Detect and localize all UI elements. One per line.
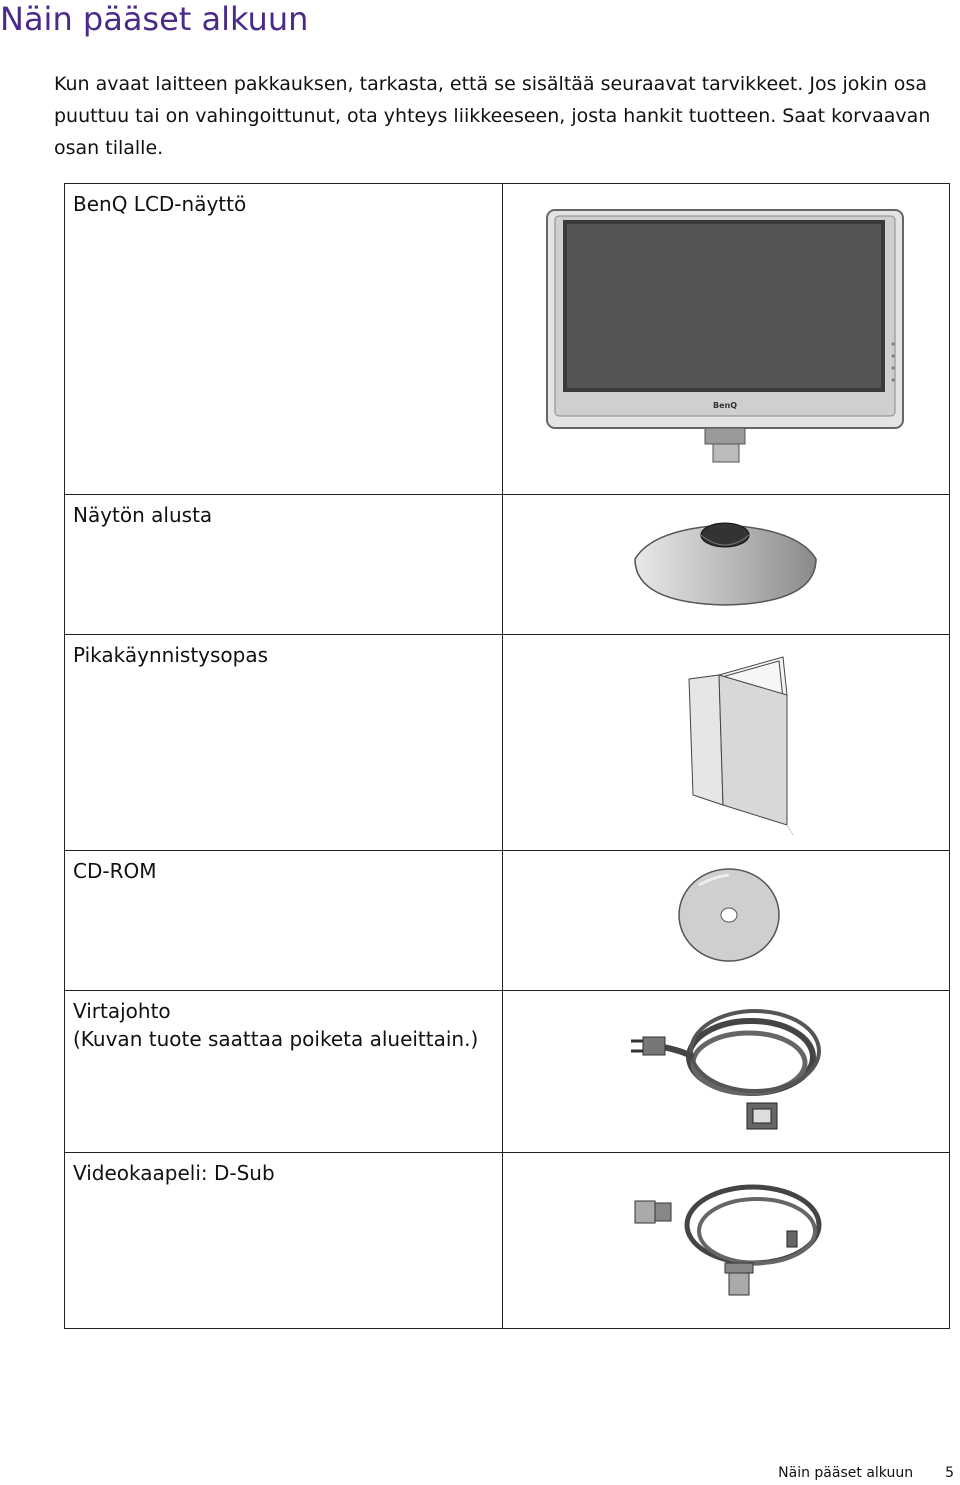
cd-rom-icon — [503, 851, 949, 990]
power-cord-icon — [503, 991, 949, 1152]
item-label-monitor: BenQ LCD-näyttö — [65, 184, 503, 495]
page-number: 5 — [945, 1465, 954, 1481]
contents-table — [64, 183, 950, 1329]
footer-section-title: Näin pääset alkuun — [778, 1465, 914, 1481]
table-row — [65, 851, 950, 991]
item-label-power-cord: Virtajohto — [73, 999, 171, 1023]
item-label-guide: Pikakäynnistysopas — [65, 635, 503, 851]
monitor-icon — [503, 184, 949, 494]
page-footer — [778, 1465, 954, 1481]
quick-start-guide-icon — [503, 635, 949, 850]
table-row — [65, 1153, 950, 1329]
d-sub-cable-icon — [503, 1153, 949, 1328]
stand-base-icon — [503, 495, 949, 634]
intro-paragraph: Kun avaat laitteen pakkauksen, tarkasta, että se sisältää seuraavat tarvikkeet. Jos jokin osa puuttuu tai on vahingoittunut, ota yhteys liikkeeseen, josta hankit tuotteen. Saat korvaavan osan tilalle. — [54, 73, 931, 159]
item-label-stand: Näytön alusta — [65, 495, 503, 635]
table-row — [65, 991, 950, 1153]
item-label-vga: Videokaapeli: D-Sub — [65, 1153, 503, 1329]
table-row — [65, 184, 950, 495]
table-row — [65, 635, 950, 851]
item-note-power-cord: (Kuvan tuote saattaa poiketa alueittain.) — [73, 1027, 479, 1051]
table-row — [65, 495, 950, 635]
page-title: Näin pääset alkuun — [0, 0, 309, 38]
item-label-cd: CD-ROM — [65, 851, 503, 991]
brand-logo: BenQ — [712, 401, 738, 410]
